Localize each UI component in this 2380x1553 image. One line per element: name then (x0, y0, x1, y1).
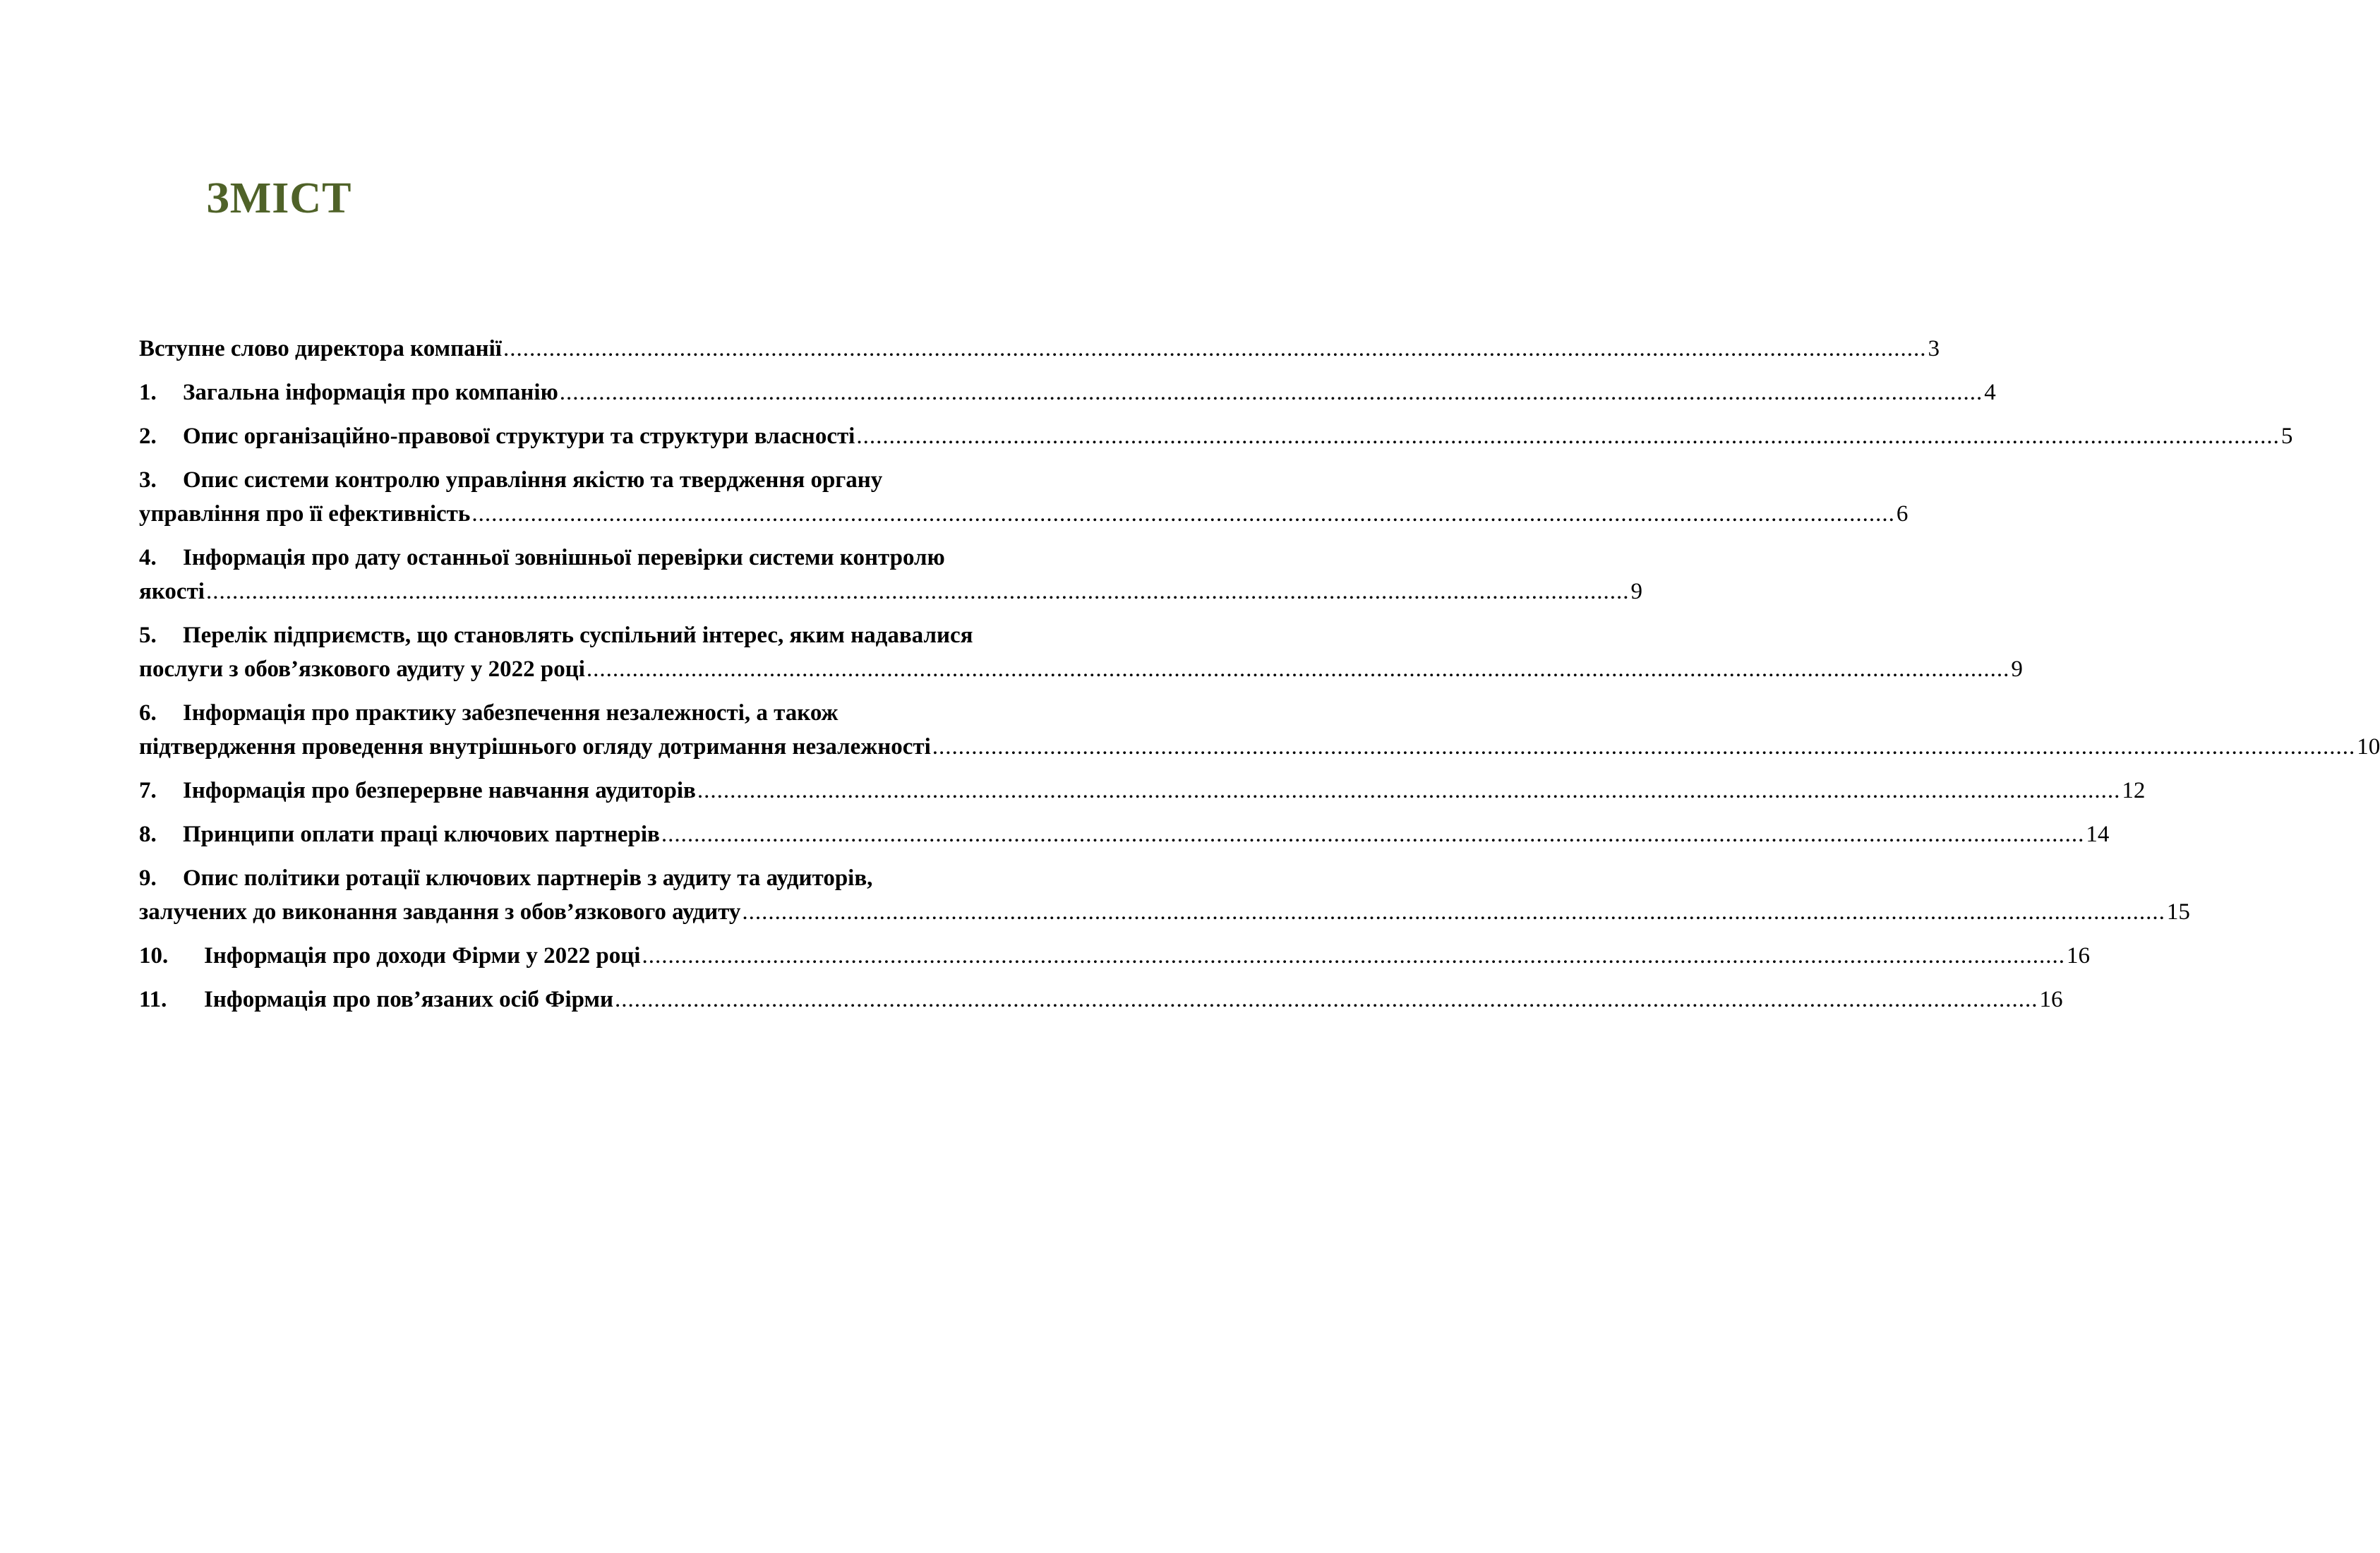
toc-entry-number: 5. (139, 623, 157, 648)
toc-entry-11[interactable] (139, 983, 2063, 1017)
toc-entry-text: Вступне слово директора компанії (139, 336, 502, 361)
toc-entry-3[interactable] (139, 463, 1909, 531)
toc-entry-first-line: Опис політики ротації ключових партнерів з аудиту та аудиторів, (183, 865, 873, 891)
toc-entry-first-line: Інформація про практику забезпечення незалежності, а також (183, 700, 839, 726)
toc-entry-1[interactable] (139, 376, 1996, 409)
toc-entry-number: 6. (139, 700, 157, 726)
toc-entry-7[interactable] (139, 774, 2146, 808)
toc-page-number: 16 (2039, 987, 2063, 1012)
toc-page-number: 9 (1630, 579, 1642, 604)
toc-entry-4[interactable] (139, 541, 1642, 608)
toc-page-number: 4 (1984, 380, 1996, 405)
toc-entry-text: управління про її ефективність (139, 501, 471, 527)
toc-entry-text: Інформація про безперервне навчання аудиторів (183, 778, 696, 803)
toc-entry-first-line: Опис системи контролю управління якістю та твердження органу (183, 467, 883, 493)
toc-leader-dots (471, 497, 1895, 531)
toc-entry-number: 11. (139, 987, 167, 1012)
toc-entry-text: Принципи оплати праці ключових партнерів (183, 822, 660, 847)
toc-page-number: 9 (2011, 656, 2023, 682)
toc-entry-10[interactable] (139, 939, 2090, 973)
toc-entry-number: 4. (139, 545, 157, 570)
toc-entry-text: Загальна інформація про компанію (183, 380, 558, 405)
toc-entry-number: 8. (139, 822, 157, 847)
toc-entry-number: 9. (139, 865, 157, 891)
toc-leader-dots (206, 575, 1630, 608)
toc-entry-number: 3. (139, 467, 157, 493)
toc-leader-dots (856, 419, 2280, 453)
toc-leader-dots (503, 332, 1927, 366)
toc-entry-number: 2. (139, 424, 157, 449)
page-title: ЗМІСТ (206, 174, 352, 222)
toc-entry-text: Інформація про доходи Фірми у 2022 році (204, 943, 641, 969)
toc-entry-first-line: Інформація про дату останньої зовнішньої перевірки системи контролю (183, 545, 945, 570)
toc-entry-number: 10. (139, 943, 169, 969)
toc-entry-text: Інформація про пов’язаних осіб Фірми (204, 987, 614, 1012)
toc-page-number: 3 (1928, 336, 1940, 361)
toc-entry-2[interactable] (139, 419, 2293, 453)
toc-page-number: 14 (2086, 822, 2110, 847)
toc-leader-dots (932, 730, 2356, 764)
toc-entry-number: 7. (139, 778, 157, 803)
toc-leader-dots (661, 817, 2085, 851)
toc-leader-dots (642, 939, 2065, 973)
toc-leader-dots (615, 983, 2038, 1017)
toc-page-number: 10 (2357, 734, 2380, 760)
toc-entry-6[interactable] (139, 696, 2380, 764)
toc-page-number: 6 (1896, 501, 1909, 527)
toc-entry-8[interactable] (139, 817, 2110, 851)
toc-entry-number: 1. (139, 380, 157, 405)
table-of-contents (139, 332, 2380, 1026)
toc-page-number: 5 (2280, 424, 2293, 449)
toc-entry-first-line: Перелік підприємств, що становлять суспільний інтерес, яким надавалися (183, 623, 973, 648)
toc-leader-dots (587, 652, 2010, 686)
toc-entry-9[interactable] (139, 861, 2190, 929)
toc-page-number: 12 (2122, 778, 2146, 803)
toc-leader-dots (697, 774, 2121, 808)
toc-leader-dots (560, 376, 1983, 409)
toc-page-number: 15 (2166, 899, 2190, 925)
toc-entry-text: послуги з обов’язкового аудиту у 2022 році (139, 656, 585, 682)
toc-entry-text: залучених до виконання завдання з обов’язкового аудиту (139, 899, 741, 925)
toc-entry-text: Опис організаційно-правової структури та структури власності (183, 424, 855, 449)
toc-leader-dots (742, 895, 2165, 929)
toc-entry-intro[interactable] (139, 332, 1940, 366)
toc-entry-text: якості (139, 579, 205, 604)
toc-page-number: 16 (2066, 943, 2090, 969)
toc-entry-text: підтвердження проведення внутрішнього огляду дотримання незалежності (139, 734, 931, 760)
toc-entry-5[interactable] (139, 618, 2023, 686)
